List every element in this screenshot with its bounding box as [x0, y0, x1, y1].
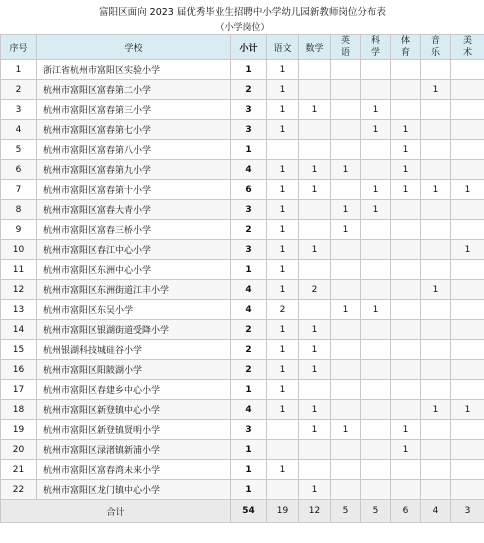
table-row	[1, 220, 484, 240]
header-english-bottom: 语	[340, 48, 350, 58]
school-name: 杭州市富阳区阳陂湖小学	[37, 360, 231, 380]
header-chinese: 语文	[267, 35, 299, 60]
pe-count	[391, 340, 421, 360]
english-count: 1	[331, 420, 361, 440]
row-number: 17	[1, 380, 37, 400]
english-count	[331, 80, 361, 100]
science-count: 1	[361, 200, 391, 220]
math-count	[299, 80, 331, 100]
pe-count	[391, 80, 421, 100]
table-row	[1, 160, 484, 180]
table-row	[1, 420, 484, 440]
chinese-count	[267, 140, 299, 160]
school-name: 杭州市富阳区龙门镇中心小学	[37, 480, 231, 500]
art-count	[451, 440, 484, 460]
row-subtotal: 4	[231, 300, 267, 320]
table-row	[1, 280, 484, 300]
pe-count: 1	[391, 120, 421, 140]
pe-count	[391, 220, 421, 240]
header-music-top: 音	[430, 36, 440, 46]
english-count: 1	[331, 200, 361, 220]
table-row	[1, 180, 484, 200]
school-name: 杭州市富阳区东洲街道江丰小学	[37, 280, 231, 300]
art-count	[451, 160, 484, 180]
row-number: 6	[1, 160, 37, 180]
school-name: 杭州市富阳区东吴小学	[37, 300, 231, 320]
row-subtotal: 3	[231, 240, 267, 260]
math-count	[299, 300, 331, 320]
art-count	[451, 80, 484, 100]
row-number: 4	[1, 120, 37, 140]
table-row	[1, 400, 484, 420]
table-row	[1, 460, 484, 480]
science-count	[361, 380, 391, 400]
english-count	[331, 360, 361, 380]
math-count: 1	[299, 240, 331, 260]
total-english: 5	[331, 500, 361, 523]
row-number: 7	[1, 180, 37, 200]
science-count	[361, 160, 391, 180]
chinese-count: 1	[267, 360, 299, 380]
row-subtotal: 4	[231, 160, 267, 180]
pe-count	[391, 280, 421, 300]
art-count	[451, 380, 484, 400]
row-subtotal: 2	[231, 360, 267, 380]
english-count	[331, 440, 361, 460]
art-count	[451, 220, 484, 240]
music-count	[421, 460, 451, 480]
row-subtotal: 3	[231, 200, 267, 220]
row-subtotal: 2	[231, 340, 267, 360]
school-name: 杭州市富阳区富春第七小学	[37, 120, 231, 140]
music-count	[421, 260, 451, 280]
row-number: 21	[1, 460, 37, 480]
row-number: 2	[1, 80, 37, 100]
music-count	[421, 100, 451, 120]
pe-count: 1	[391, 180, 421, 200]
pe-count: 1	[391, 420, 421, 440]
music-count	[421, 240, 451, 260]
english-count	[331, 280, 361, 300]
row-number: 16	[1, 360, 37, 380]
art-count	[451, 200, 484, 220]
english-count: 1	[331, 160, 361, 180]
school-name: 杭州市富阳区新登镇贤明小学	[37, 420, 231, 440]
header-school: 学校	[37, 35, 231, 60]
science-count	[361, 140, 391, 160]
school-name: 杭州市富阳区春江中心小学	[37, 240, 231, 260]
art-count	[451, 360, 484, 380]
music-count	[421, 420, 451, 440]
science-count	[361, 420, 391, 440]
row-number: 15	[1, 340, 37, 360]
row-number: 20	[1, 440, 37, 460]
english-count	[331, 460, 361, 480]
chinese-count: 1	[267, 180, 299, 200]
science-count: 1	[361, 120, 391, 140]
pe-count: 1	[391, 440, 421, 460]
school-name: 杭州市富阳区富春第八小学	[37, 140, 231, 160]
row-subtotal: 4	[231, 400, 267, 420]
math-count	[299, 120, 331, 140]
header-subtotal: 小计	[231, 35, 267, 60]
row-subtotal: 1	[231, 140, 267, 160]
header-english	[331, 35, 361, 60]
table-row	[1, 480, 484, 500]
pe-count	[391, 360, 421, 380]
art-count	[451, 340, 484, 360]
chinese-count: 1	[267, 60, 299, 80]
total-label: 合计	[1, 500, 231, 523]
music-count	[421, 380, 451, 400]
chinese-count: 1	[267, 220, 299, 240]
art-count	[451, 60, 484, 80]
total-art: 3	[451, 500, 484, 523]
english-count	[331, 100, 361, 120]
math-count: 1	[299, 360, 331, 380]
science-count	[361, 260, 391, 280]
total-chinese: 19	[267, 500, 299, 523]
art-count	[451, 120, 484, 140]
table-row	[1, 320, 484, 340]
row-subtotal: 4	[231, 280, 267, 300]
science-count	[361, 480, 391, 500]
art-count: 1	[451, 400, 484, 420]
table-row	[1, 200, 484, 220]
music-count	[421, 320, 451, 340]
pe-count	[391, 320, 421, 340]
school-name: 杭州银湖科技城硅谷小学	[37, 340, 231, 360]
row-number: 8	[1, 200, 37, 220]
row-number: 3	[1, 100, 37, 120]
row-number: 14	[1, 320, 37, 340]
math-count: 1	[299, 180, 331, 200]
header-art-bottom: 术	[462, 48, 472, 58]
header-science	[361, 35, 391, 60]
math-count: 1	[299, 100, 331, 120]
english-count	[331, 320, 361, 340]
math-count: 1	[299, 480, 331, 500]
total-pe: 6	[391, 500, 421, 523]
math-count: 1	[299, 340, 331, 360]
header-math: 数学	[299, 35, 331, 60]
chinese-count: 1	[267, 460, 299, 480]
chinese-count: 1	[267, 100, 299, 120]
english-count: 1	[331, 300, 361, 320]
chinese-count: 1	[267, 380, 299, 400]
school-name: 杭州市富阳区东洲中心小学	[37, 260, 231, 280]
pe-count	[391, 480, 421, 500]
math-count: 1	[299, 160, 331, 180]
english-count	[331, 480, 361, 500]
table-row	[1, 340, 484, 360]
art-count: 1	[451, 240, 484, 260]
header-english-top: 英	[340, 36, 350, 46]
math-count	[299, 460, 331, 480]
row-subtotal: 2	[231, 80, 267, 100]
english-count	[331, 120, 361, 140]
math-count	[299, 220, 331, 240]
school-name: 杭州市富阳区银湖街道受降小学	[37, 320, 231, 340]
row-number: 18	[1, 400, 37, 420]
row-number: 12	[1, 280, 37, 300]
science-count	[361, 400, 391, 420]
table-row	[1, 440, 484, 460]
music-count: 1	[421, 80, 451, 100]
music-count	[421, 360, 451, 380]
school-name: 杭州市富阳区渌渚镇新浦小学	[37, 440, 231, 460]
total-science: 5	[361, 500, 391, 523]
row-number: 22	[1, 480, 37, 500]
table-row	[1, 100, 484, 120]
row-number: 11	[1, 260, 37, 280]
chinese-count	[267, 440, 299, 460]
header-pe-bottom: 育	[400, 48, 410, 58]
total-row	[1, 500, 484, 523]
row-number: 9	[1, 220, 37, 240]
science-count	[361, 320, 391, 340]
school-name: 浙江省杭州市富阳区实验小学	[37, 60, 231, 80]
chinese-count: 2	[267, 300, 299, 320]
header-pe-top: 体	[400, 36, 410, 46]
row-number: 19	[1, 420, 37, 440]
math-count: 2	[299, 280, 331, 300]
music-count	[421, 160, 451, 180]
header-art-top: 美	[462, 36, 472, 46]
header-science-top: 科	[370, 36, 380, 46]
header-science-bottom: 学	[370, 48, 380, 58]
music-count	[421, 300, 451, 320]
row-subtotal: 1	[231, 440, 267, 460]
row-subtotal: 2	[231, 320, 267, 340]
english-count	[331, 400, 361, 420]
science-count	[361, 460, 391, 480]
english-count	[331, 140, 361, 160]
music-count	[421, 480, 451, 500]
pe-count	[391, 300, 421, 320]
math-count	[299, 380, 331, 400]
music-count	[421, 440, 451, 460]
chinese-count: 1	[267, 400, 299, 420]
row-subtotal: 3	[231, 100, 267, 120]
grand-total: 54	[231, 500, 267, 523]
school-name: 杭州市富阳区富春大青小学	[37, 200, 231, 220]
row-subtotal: 2	[231, 220, 267, 240]
art-count	[451, 280, 484, 300]
math-count	[299, 60, 331, 80]
music-count	[421, 200, 451, 220]
art-count	[451, 480, 484, 500]
english-count	[331, 60, 361, 80]
table-row	[1, 260, 484, 280]
row-number: 1	[1, 60, 37, 80]
chinese-count	[267, 420, 299, 440]
english-count	[331, 380, 361, 400]
music-count	[421, 60, 451, 80]
pe-count	[391, 100, 421, 120]
math-count: 1	[299, 320, 331, 340]
row-subtotal: 3	[231, 120, 267, 140]
row-subtotal: 3	[231, 420, 267, 440]
science-count	[361, 440, 391, 460]
subtitle-row	[1, 19, 484, 35]
science-count	[361, 360, 391, 380]
school-name: 杭州市富阳区富春第十小学	[37, 180, 231, 200]
music-count	[421, 140, 451, 160]
header-row	[1, 35, 484, 60]
science-count	[361, 240, 391, 260]
art-count: 1	[451, 180, 484, 200]
math-count	[299, 440, 331, 460]
pe-count: 1	[391, 140, 421, 160]
table-row	[1, 120, 484, 140]
music-count	[421, 220, 451, 240]
pe-count	[391, 60, 421, 80]
science-count: 1	[361, 300, 391, 320]
school-name: 杭州市富阳区新登镇中心小学	[37, 400, 231, 420]
science-count	[361, 60, 391, 80]
row-subtotal: 1	[231, 480, 267, 500]
english-count	[331, 180, 361, 200]
row-number: 10	[1, 240, 37, 260]
table-row	[1, 300, 484, 320]
art-count	[451, 320, 484, 340]
science-count	[361, 280, 391, 300]
header-pe	[391, 35, 421, 60]
pe-count	[391, 380, 421, 400]
school-name: 杭州市富阳区富春湾未来小学	[37, 460, 231, 480]
art-count	[451, 140, 484, 160]
science-count	[361, 220, 391, 240]
row-subtotal: 1	[231, 260, 267, 280]
header-music-bottom: 乐	[430, 48, 440, 58]
table-row	[1, 80, 484, 100]
row-subtotal: 6	[231, 180, 267, 200]
row-subtotal: 1	[231, 460, 267, 480]
pe-count	[391, 200, 421, 220]
table-title: 富阳区面向 2023 届优秀毕业生招聘中小学幼儿园新教师岗位分布表	[99, 6, 386, 18]
total-music: 4	[421, 500, 451, 523]
school-name: 杭州市富阳区春建乡中心小学	[37, 380, 231, 400]
music-count: 1	[421, 180, 451, 200]
chinese-count: 1	[267, 260, 299, 280]
pe-count	[391, 460, 421, 480]
table-subtitle: （小学岗位）	[1, 19, 484, 35]
chinese-count: 1	[267, 280, 299, 300]
math-count	[299, 140, 331, 160]
chinese-count: 1	[267, 160, 299, 180]
math-count	[299, 200, 331, 220]
chinese-count	[267, 480, 299, 500]
music-count	[421, 120, 451, 140]
school-name: 杭州市富阳区富春第九小学	[37, 160, 231, 180]
chinese-count: 1	[267, 320, 299, 340]
art-count	[451, 300, 484, 320]
title-row	[1, 0, 484, 19]
header-art	[451, 35, 484, 60]
chinese-count: 1	[267, 240, 299, 260]
row-number: 5	[1, 140, 37, 160]
english-count	[331, 240, 361, 260]
chinese-count: 1	[267, 200, 299, 220]
school-name: 杭州市富阳区富春三桥小学	[37, 220, 231, 240]
school-name: 杭州市富阳区富春第二小学	[37, 80, 231, 100]
art-count	[451, 420, 484, 440]
english-count	[331, 340, 361, 360]
table-row	[1, 360, 484, 380]
pe-count	[391, 400, 421, 420]
table-row	[1, 140, 484, 160]
science-count: 1	[361, 100, 391, 120]
header-seq: 序号	[1, 35, 37, 60]
math-count: 1	[299, 420, 331, 440]
art-count	[451, 260, 484, 280]
art-count	[451, 100, 484, 120]
pe-count: 1	[391, 160, 421, 180]
chinese-count: 1	[267, 120, 299, 140]
total-math: 12	[299, 500, 331, 523]
math-count	[299, 260, 331, 280]
table-row	[1, 240, 484, 260]
music-count: 1	[421, 400, 451, 420]
row-number: 13	[1, 300, 37, 320]
school-name: 杭州市富阳区富春第三小学	[37, 100, 231, 120]
science-count: 1	[361, 180, 391, 200]
table-row	[1, 60, 484, 80]
math-count: 1	[299, 400, 331, 420]
art-count	[451, 460, 484, 480]
chinese-count: 1	[267, 80, 299, 100]
science-count	[361, 340, 391, 360]
row-subtotal: 1	[231, 380, 267, 400]
pe-count	[391, 240, 421, 260]
music-count: 1	[421, 280, 451, 300]
row-subtotal: 1	[231, 60, 267, 80]
chinese-count: 1	[267, 340, 299, 360]
header-music	[421, 35, 451, 60]
english-count: 1	[331, 220, 361, 240]
pe-count	[391, 260, 421, 280]
english-count	[331, 260, 361, 280]
science-count	[361, 80, 391, 100]
music-count	[421, 340, 451, 360]
table-row	[1, 380, 484, 400]
